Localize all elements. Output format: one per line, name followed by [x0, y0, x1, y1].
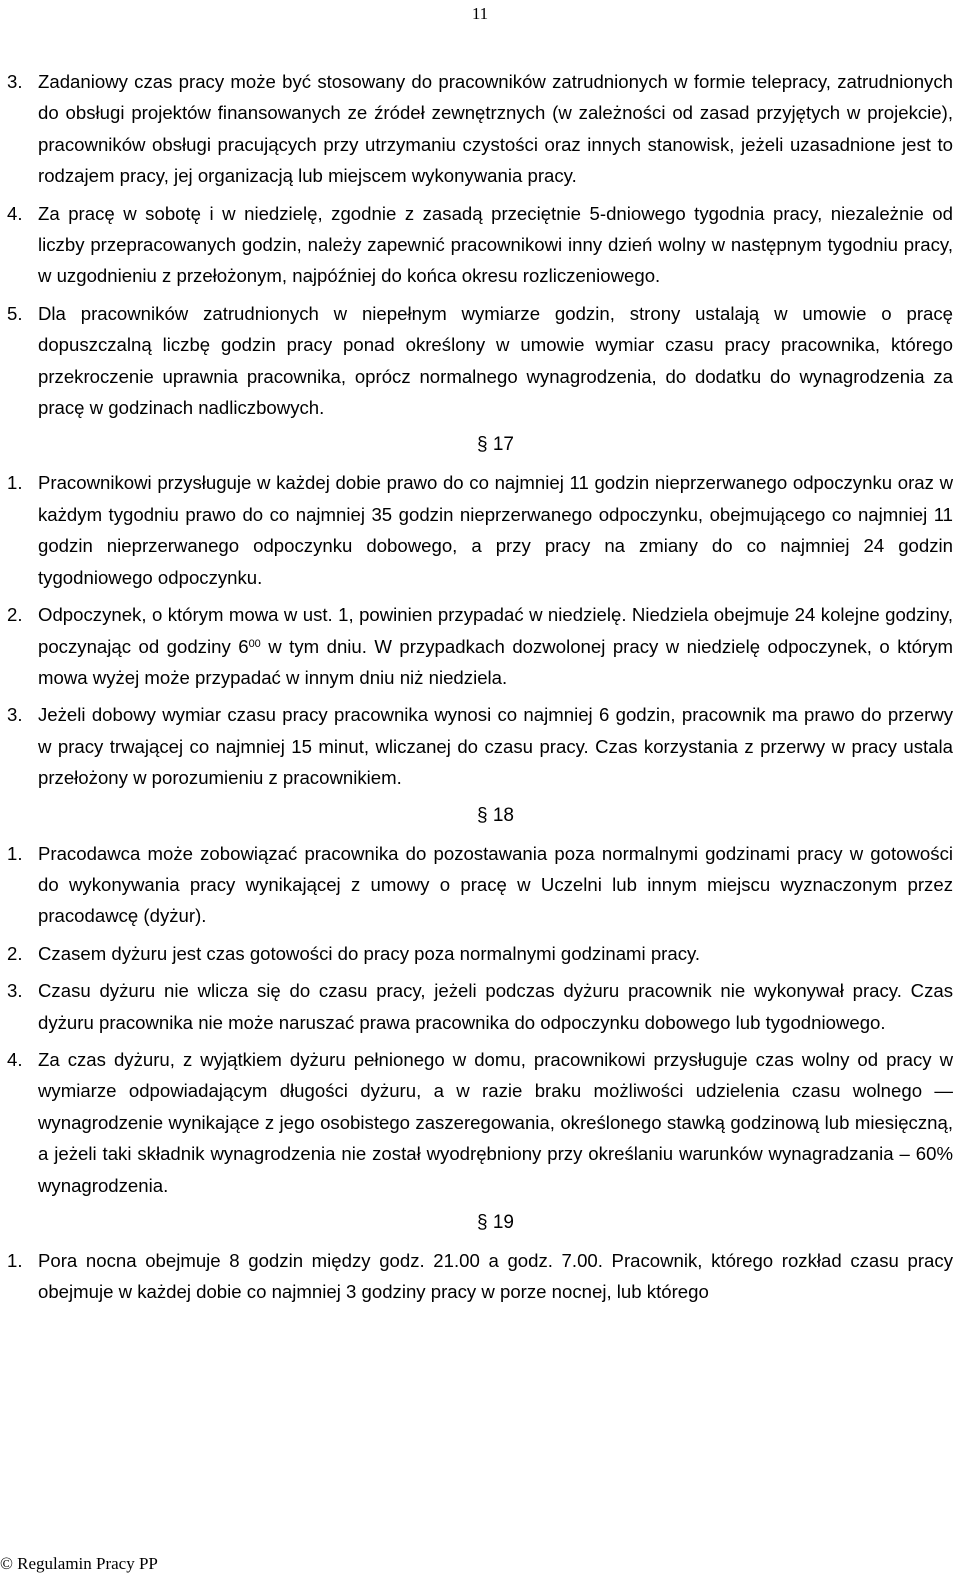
list-item — [7, 938, 953, 969]
item-number: 2. — [7, 942, 23, 964]
document-body — [7, 66, 953, 1314]
list-item — [7, 699, 953, 793]
item-number: 5. — [7, 302, 23, 324]
item-number: 4. — [7, 1048, 23, 1070]
list-item — [7, 599, 953, 693]
page-number: 11 — [471, 4, 489, 23]
list-item — [7, 298, 953, 424]
item-number: 1. — [7, 1250, 23, 1271]
list-item — [7, 975, 953, 1038]
item-text: Dla pracowników zatrudnionych w niepełnym wymiarze godzin, strony ustalają w umowie o pracę dopuszczalną liczbę godzin pracy ponad określony w umowie wymiar czasu pracy pracownika, którego przekroczenie uprawnia pracownika, oprócz normalnego wynagrodzenia, do dodatku do wynagrodzenia za pracę w godzinach nadliczbowych. — [38, 302, 953, 419]
item-text: Czasem dyżuru jest czas gotowości do pracy poza normalnymi godzinami pracy. — [38, 942, 701, 964]
section-heading: § 19 — [477, 1212, 514, 1233]
list-item — [7, 1245, 953, 1308]
list-item — [7, 66, 953, 192]
item-text: Czasu dyżuru nie wlicza się do czasu pracy, jeżeli podczas dyżuru pracownik nie wykonywał pracy. Czas dyżuru pracownika nie może naruszać prawa pracownika do odpoczynku dobowego lub tygodniowego. — [38, 980, 953, 1033]
item-number: 2. — [7, 604, 23, 626]
item-number: 3. — [7, 980, 23, 1002]
item-number: 3. — [7, 704, 23, 726]
item-number: 1. — [7, 472, 23, 494]
item-number: 4. — [7, 202, 23, 224]
item-text: Za pracę w sobotę i w niedzielę, zgodnie z zasadą przeciętnie 5-dniowego tygodnia pracy, niezależnie od liczby przepracowanych godzin, należy zapewnić pracownikowi inny dzień wolny w następnym tygodniu pracy, w uzgodnieniu z przełożonym, najpóźniej do końca okresu rozliczeniowego. — [38, 202, 953, 287]
section-heading: § 17 — [477, 434, 514, 456]
item-text: Zadaniowy czas pracy może być stosowany do pracowników zatrudnionych w formie telepracy, zatrudnionych do obsługi projektów finansowanych ze źródeł zewnętrznych (w zależności od zasad przyjętych w projekcie), pracowników obsługi pracujących przy utrzymaniu czystości oraz innych stanowisk, jeżeli uzasadnione jest to rodzajem pracy, jej organizacją lub miejscem wykonywania pracy. — [38, 71, 953, 187]
list-item — [7, 838, 953, 932]
page-footer: © Regulamin Pracy PP — [0, 1554, 158, 1573]
item-text — [38, 604, 953, 688]
item-text-part: Odpoczynek, o którym mowa w ust. 1, powinien przypadać w niedzielę. Niedziela obejmuje 24 kolejne godziny, poczynając od godziny 6 — [38, 604, 953, 657]
item-text: Pracodawca może zobowiązać pracownika do pozostawania poza normalnymi godzinami pracy w gotowości do wykonywania pracy wynikającej z umowy o pracę w Uczelni lub innym miejscu wyznaczonym przez pracodawcę (dyżur). — [38, 842, 953, 927]
item-text: Za czas dyżuru, z wyjątkiem dyżuru pełnionego w domu, pracownikowi przysługuje czas wolny od pracy w wymiarze odpowiadającym długości dyżuru, a w razie braku możliwości udzielenia czasu wolnego — wynagrodzenie wynikające z jego osobistego zaszeregowania, określonego stawką godzinową lub miesięczną, a jeżeli taki składnik wynagrodzenia nie został wyodrębniony przy określaniu warunków wynagradzania – 60% wynagrodzenia. — [38, 1048, 953, 1196]
item-text: Pracownikowi przysługuje w każdej dobie prawo do co najmniej 11 godzin nieprzerwanego odpoczynku oraz w każdym tygodniu prawo do co najmniej 35 godzin nieprzerwanego odpoczynku, obejmującego co najmniej 11 godzin nieprzerwanego odpoczynku dobowego, a przy pracy na zmiany do co najmniej 24 godzin tygodniowego odpoczynku. — [38, 472, 953, 588]
section-heading: § 18 — [477, 804, 514, 826]
superscript: 00 — [248, 637, 261, 650]
item-number: 3. — [7, 71, 23, 92]
item-text: Pora nocna obejmuje 8 godzin między godz. 21.00 a godz. 7.00. Pracownik, którego rozkład czasu pracy obejmuje w każdej dobie co najmniej 3 godziny pracy w porze nocnej, lub którego — [38, 1250, 953, 1303]
item-text-part: w tym dniu. W przypadkach dozwolonej pracy w niedzielę odpoczynek, o którym mowa wyżej może przypadać w innym dniu niż niedziela. — [38, 635, 953, 688]
list-item — [7, 198, 953, 292]
item-number: 1. — [7, 842, 23, 864]
list-item — [7, 467, 953, 593]
list-item — [7, 1044, 953, 1201]
item-text: Jeżeli dobowy wymiar czasu pracy pracownika wynosi co najmniej 6 godzin, pracownik ma prawo do przerwy w pracy trwającej co najmniej 15 minut, wliczanej do czasu pracy. Czas korzystania z przerwy w pracy ustala przełożony w porozumieniu z pracownikiem. — [38, 704, 953, 789]
